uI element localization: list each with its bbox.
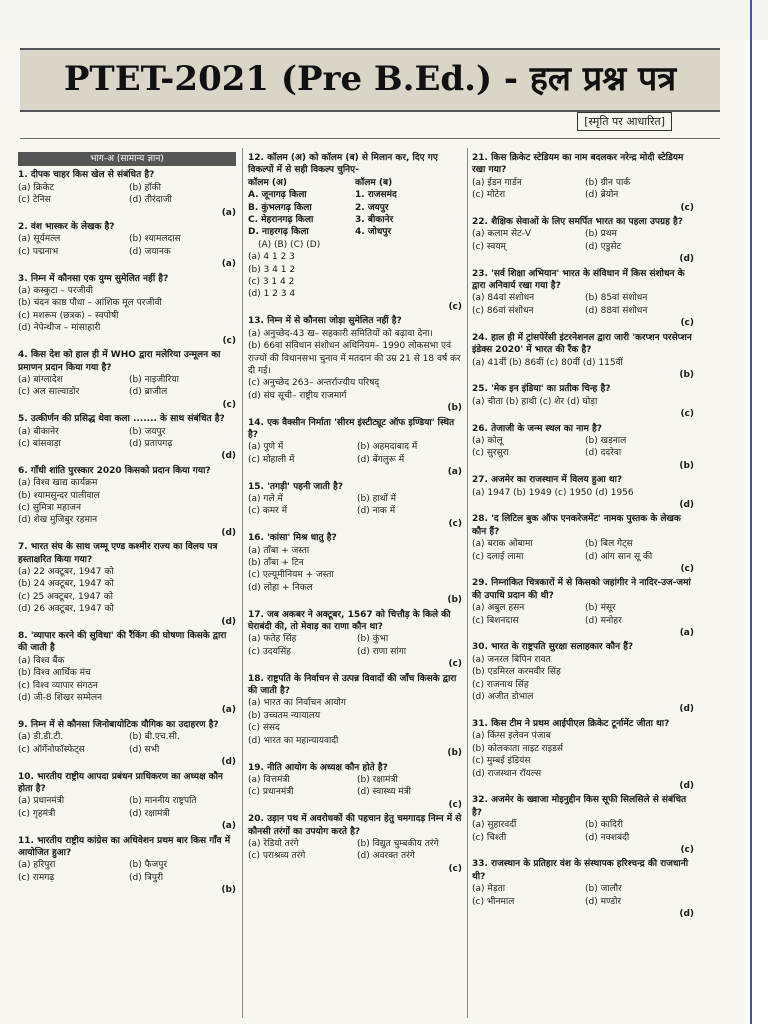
option: (c) 86वां संशोधन bbox=[472, 305, 534, 316]
question-text: 21. किस क्रिकेट स्टेडियम का नाम बदलकर नरेन्द्र मोदी स्टेडियम रखा गया? bbox=[472, 153, 684, 176]
answer: (a) bbox=[447, 467, 462, 478]
option: (a) 22 अक्टूबर, 1947 को bbox=[18, 567, 114, 577]
question-27 bbox=[472, 474, 694, 511]
option: (a) सुहारवर्दी bbox=[472, 820, 517, 831]
option: (d) नाक में bbox=[357, 506, 396, 517]
option: (b) श्यामलदास bbox=[129, 234, 181, 245]
option: (d) ब्राजील bbox=[129, 387, 168, 398]
option: (b) जालौर bbox=[585, 884, 622, 895]
question-text: 32. अजमेर के ख्वाजा मोइनुद्दीन किस सूफी सिलसिले से संबंधित है? bbox=[472, 795, 687, 818]
match-right: 3. बीकानेर bbox=[355, 215, 394, 226]
section-heading: भाग-अ (सामान्य ज्ञान) bbox=[18, 152, 236, 166]
question-6 bbox=[18, 465, 236, 539]
answer: (c) bbox=[680, 564, 694, 574]
option: (c) सुरसुरा bbox=[472, 448, 509, 459]
option: (c) भीनमाल bbox=[472, 896, 515, 907]
option: (c) उदयसिंह bbox=[248, 646, 291, 657]
answer: (c) bbox=[680, 409, 694, 420]
question-1 bbox=[18, 169, 236, 219]
column-3 bbox=[472, 152, 694, 922]
option: (d) प्रतापगढ़ bbox=[129, 438, 173, 449]
option: (a) 1947 (b) 1949 (c) 1950 (d) 1956 bbox=[472, 487, 634, 498]
option: (b) विद्युत चुम्बकीय तरंगे bbox=[357, 838, 439, 849]
answer: (d) bbox=[679, 908, 694, 919]
option: (b) हॉकी bbox=[129, 182, 161, 193]
answer: (c) bbox=[680, 844, 694, 855]
match-left: B. कुंभलगढ़ किला bbox=[248, 202, 312, 213]
answer: (b) bbox=[447, 748, 462, 759]
question-7 bbox=[18, 541, 236, 628]
option: (d) अवरक्त तरंगे bbox=[357, 851, 415, 862]
option: (c) विश्व व्यापार संगठन bbox=[18, 680, 98, 691]
question-text: 5. उत्कीर्णन की प्रसिद्ध थेवा कला ....... के साथ संबंधित है? bbox=[18, 414, 225, 425]
answer: (a) bbox=[679, 628, 694, 639]
option: (b) नाइजीरिया bbox=[129, 374, 179, 385]
answer: (a) bbox=[221, 821, 236, 832]
option: (a) भारत का निर्वाचन आयोग bbox=[248, 698, 346, 709]
answer: (c) bbox=[448, 799, 462, 810]
option: (c) अनुच्छेद 263– अन्तर्राज्यीय परिषद् bbox=[248, 378, 380, 389]
option: (b) फैजपुर bbox=[129, 860, 168, 871]
question-19 bbox=[248, 762, 462, 812]
option: (d) भारत का महान्यायवादी bbox=[248, 735, 339, 746]
option: (c) टेनिस bbox=[18, 195, 51, 206]
option: (b) माननीय राष्ट्रपति bbox=[129, 796, 197, 807]
answer: (a) bbox=[221, 259, 236, 270]
question-text: 2. वंश भास्कर के लेखक है? bbox=[18, 222, 115, 233]
match-right: 4. जोधपुर bbox=[355, 227, 392, 238]
option: (b) अहमदाबाद में bbox=[357, 442, 418, 453]
question-23 bbox=[472, 268, 694, 330]
option: (c) राजनाथ सिंह bbox=[472, 679, 529, 690]
answer: (c) bbox=[222, 335, 236, 346]
match-right: 2. जयपुर bbox=[355, 202, 389, 213]
option: (c) गृहमंत्री bbox=[18, 808, 56, 819]
question-text: 27. अजमेर का राजस्थान में विलय हुआ था? bbox=[472, 475, 623, 486]
column-divider bbox=[242, 148, 243, 1018]
answer: (b) bbox=[679, 460, 694, 471]
option: (a) 84वां संशोधन bbox=[472, 293, 535, 304]
option: (c) ऑर्गेनोफॉस्फेट्स bbox=[18, 744, 85, 755]
question-text: 31. किस टीम ने प्रथम आईपीएल क्रिकेट टूर्नामेंट जीता था? bbox=[472, 718, 670, 729]
question-30 bbox=[472, 641, 694, 715]
option: (c) संसद bbox=[248, 723, 280, 734]
question-text: 8. 'व्यापार करने की सुविधा' की रैंकिंग की घोषणा किसके द्वारा की जाती है bbox=[18, 631, 227, 654]
option: (d) आंग सान सू की bbox=[585, 551, 653, 562]
answer: (c) bbox=[448, 301, 462, 312]
right-border-line bbox=[750, 0, 752, 1024]
option: (b) विश्व आर्थिक मंच bbox=[18, 668, 91, 679]
column-b-heading: कॉलम (ब) bbox=[355, 177, 393, 188]
option: (c) मुम्बई इंडियंस bbox=[472, 756, 531, 767]
memory-based-note: [स्मृति पर आधारित] bbox=[577, 112, 672, 131]
option: (c) स्वयम् bbox=[472, 241, 506, 252]
option: (d) जयानक bbox=[129, 246, 171, 257]
option: (b) मंसूर bbox=[585, 603, 616, 614]
option: (d) लोहा + निकल bbox=[248, 582, 313, 593]
question-text: 7. भारत संघ के साथ जम्मू एण्ड कश्मीर राज्य का विलय पत्र हस्ताक्षरित किया गया? bbox=[18, 542, 218, 565]
answer: (b) bbox=[447, 403, 462, 414]
option: (a) बीकानेर bbox=[18, 426, 59, 437]
option: (c) बांसवाड़ा bbox=[18, 438, 61, 449]
option: (c) मशरूम (छत्रक) – स्वपोषी bbox=[18, 310, 119, 321]
option: (d) संघ सूची– राष्ट्रीय राजमार्ग bbox=[248, 390, 347, 401]
question-13 bbox=[248, 315, 462, 414]
option: (c) बिशनदास bbox=[472, 615, 519, 626]
option: (c) प्रधानमंत्री bbox=[248, 787, 294, 798]
option: (d) राणा सांगा bbox=[357, 646, 407, 657]
option: (a) गले में bbox=[248, 493, 283, 504]
title-banner bbox=[20, 48, 720, 112]
question-text: 14. एक वैक्सीन निर्माता 'सीरम इंस्टीट्यूट ऑफ इण्डिया' स्थित है? bbox=[248, 417, 455, 440]
question-text: 28. 'द लिटिल बुक ऑफ एनकरेजमेंट' नामक पुस्तक के लेखक कौन हैं? bbox=[472, 514, 681, 537]
option: (c) मोहाली में bbox=[248, 454, 295, 465]
answer: (d) bbox=[679, 499, 694, 510]
option: (d) शेख मुजिबुर रहमान bbox=[18, 515, 98, 526]
option: (b) कोलकाता नाइट राइडर्स bbox=[472, 743, 563, 754]
option: (d) बेंगलुरू में bbox=[357, 454, 405, 465]
column-a-heading: कॉलम (अ) bbox=[248, 177, 287, 188]
question-text: 24. हाल ही में ट्रांसपेरेंसी इंटरनेशनल द्वारा जारी 'करप्शन परसेप्शन इंडेक्स 2020' में भारत की रैंक है? bbox=[472, 332, 692, 356]
question-text: 12. कॉलम (अ) को कॉलम (ब) से मिलान कर, दिए गए विकल्पों में से सही विकल्प चुनिए- bbox=[248, 153, 438, 176]
match-left: C. मेहरानगढ़ किला bbox=[248, 215, 314, 226]
option: (d) त्रिपुरी bbox=[129, 872, 164, 883]
question-9 bbox=[18, 719, 236, 769]
option: (c) रामगढ़ bbox=[18, 872, 55, 883]
question-14 bbox=[248, 417, 462, 479]
header-divider bbox=[20, 138, 720, 139]
option: (a) कस्कुटा – परजीवी bbox=[18, 286, 93, 297]
option: (c) एल्यूमीनियम + जस्ता bbox=[248, 570, 334, 581]
answer: (c) bbox=[448, 659, 462, 670]
option: (b) बी.एच.सी. bbox=[129, 732, 180, 743]
answer: (d) bbox=[221, 757, 236, 768]
question-text: 13. निम्न में से कौनसा जोड़ा सुमेलित नहीं है? bbox=[248, 316, 402, 327]
question-8 bbox=[18, 630, 236, 717]
option: (c) 25 अक्टूबर, 1947 को bbox=[18, 591, 114, 602]
option: (a) 4 1 2 3 bbox=[248, 252, 295, 263]
match-right: 1. राजसमंद bbox=[355, 190, 397, 201]
answer: (c) bbox=[680, 318, 694, 329]
option: (a) किंग्स इलेवन पंजाब bbox=[472, 731, 551, 742]
question-15 bbox=[248, 481, 462, 531]
option: (b) जयपुर bbox=[129, 426, 166, 437]
answer: (d) bbox=[679, 780, 694, 791]
answer: (d) bbox=[221, 616, 236, 627]
option: (d) तीरंदाजी bbox=[129, 195, 172, 206]
option: (d) एडुसेट bbox=[585, 241, 622, 252]
question-text: 26. तेजाजी के जन्म स्थल का नाम है? bbox=[472, 423, 602, 434]
option: (a) ईडन गार्डन bbox=[472, 177, 522, 188]
option: (b) श्यामसुन्दर पालीवाल bbox=[18, 490, 100, 501]
answer: (c) bbox=[222, 399, 236, 410]
question-32 bbox=[472, 794, 694, 856]
question-text: 22. शैक्षिक सेवाओं के लिए समर्पित भारत का पहला उपग्रह है? bbox=[472, 217, 684, 228]
option: (a) फतेह सिंह bbox=[248, 634, 297, 645]
match-table bbox=[248, 177, 462, 239]
option: (b) ताँबा + टिन bbox=[248, 558, 304, 568]
question-17 bbox=[248, 609, 462, 671]
question-29 bbox=[472, 577, 694, 639]
question-text: 4. किस देश को हाल ही में WHO द्वारा मलेरिया उन्मूलन का प्रमाणन प्रदान किया गया है? bbox=[18, 350, 221, 373]
answer: (a) bbox=[221, 705, 236, 716]
question-text: 15. 'तगड़ी' पहनी जाती है? bbox=[248, 481, 344, 492]
question-text: 17. जब अकबर ने अक्टूबर, 1567 को चित्तौड़ के किले की घेराबंदी की, तो मेवाड़ का राणा कौन था? bbox=[248, 609, 451, 633]
question-4 bbox=[18, 349, 236, 411]
option: (d) सभी bbox=[129, 744, 160, 755]
question-28 bbox=[472, 513, 694, 575]
option: (c) सुमित्रा महाजन bbox=[18, 502, 81, 513]
question-16 bbox=[248, 532, 462, 606]
question-text: 3. निम्न में कौनसा एक युग्म सुमेलित नहीं है? bbox=[18, 273, 169, 284]
question-text: 11. भारतीय राष्ट्रीय कांग्रेस का अधिवेशन प्रथम बार किस गाँव में आयोजित हुआ? bbox=[18, 835, 231, 858]
option: (a) कलाम सेट-V bbox=[472, 229, 532, 240]
option: (a) हरिपुरा bbox=[18, 860, 56, 871]
column-1 bbox=[18, 152, 236, 899]
answer: (d) bbox=[679, 254, 694, 265]
option: (d) 26 अक्टूबर, 1947 को bbox=[18, 604, 114, 615]
answer: (b) bbox=[447, 595, 462, 606]
question-text: 10. भारतीय राष्ट्रीय आपदा प्रबंधन प्राधिकरण का अध्यक्ष कौन होता है? bbox=[18, 771, 223, 794]
option: (b) ग्रीन पार्क bbox=[585, 177, 631, 188]
question-25 bbox=[472, 383, 694, 420]
option: (d) रक्षामंत्री bbox=[129, 808, 170, 819]
question-text: 23. 'सर्व शिक्षा अभियान' भारत के संविधान में किस संशोधन के द्वारा अनिवार्य रखा गया है? bbox=[472, 268, 685, 292]
option: (b) 24 अक्टूबर, 1947 को bbox=[18, 579, 114, 590]
question-12 bbox=[248, 152, 462, 313]
option: (c) पद्मनाभ bbox=[18, 246, 59, 257]
option: (b) खड़नाल bbox=[585, 435, 627, 446]
answer: (b) bbox=[221, 885, 236, 896]
question-text: 1. दीपक चाहर किस खेल से संबंधित है? bbox=[18, 170, 155, 181]
answer: (d) bbox=[679, 704, 694, 715]
option: (a) मेड़ता bbox=[472, 884, 506, 895]
option: (a) डी.डी.टी. bbox=[18, 732, 64, 743]
option: (c) अल साल्वाडोर bbox=[18, 387, 80, 398]
option: (b) हाथों में bbox=[357, 493, 397, 504]
option: (a) 41वीं (b) 86वीं (c) 80वीं (d) 115वीं bbox=[472, 357, 623, 368]
option: (a) पुणे में bbox=[248, 442, 284, 453]
option: (d) 1 2 3 4 bbox=[248, 289, 296, 300]
question-5 bbox=[18, 413, 236, 463]
question-20 bbox=[248, 813, 462, 875]
option: (a) रेडियो तरंगे bbox=[248, 838, 299, 849]
option: (c) 3 1 4 2 bbox=[248, 277, 295, 288]
question-text: 9. निम्न में से कौनसा जिनोबायोटिक यौगिक का उदाहरण है? bbox=[18, 719, 219, 730]
question-3 bbox=[18, 273, 236, 347]
answer: (d) bbox=[221, 451, 236, 462]
option: (d) नेपेन्थीज – मांसाहारी bbox=[18, 323, 101, 334]
option: (b) कादिरी bbox=[585, 820, 623, 831]
option: (c) पराश्रव्य तरंगे bbox=[248, 851, 306, 862]
match-options-heading: (A) (B) (C) (D) bbox=[258, 239, 321, 250]
scanned-page bbox=[0, 40, 746, 1024]
option: (b) 85वां संशोधन bbox=[585, 293, 648, 304]
option: (b) कुंभा bbox=[357, 634, 389, 645]
column-2 bbox=[248, 152, 462, 877]
column-divider bbox=[467, 148, 468, 1018]
option: (d) स्वास्थ्य मंत्री bbox=[357, 787, 411, 798]
question-2 bbox=[18, 221, 236, 271]
option: (b) उच्चतम न्यायालय bbox=[248, 710, 321, 721]
question-text: 19. नीति आयोग के अध्यक्ष कौन होते है? bbox=[248, 762, 388, 773]
answer: (c) bbox=[448, 518, 462, 529]
option: (d) राजस्थान रॉयल्स bbox=[472, 768, 542, 779]
answer: (b) bbox=[679, 369, 694, 380]
question-24 bbox=[472, 332, 694, 382]
option: (a) क्रिकेट bbox=[18, 182, 55, 193]
question-18 bbox=[248, 673, 462, 760]
option: (a) बांग्लादेश bbox=[18, 374, 63, 385]
question-26 bbox=[472, 423, 694, 473]
answer: (c) bbox=[448, 863, 462, 874]
option: (d) मनोहर bbox=[585, 615, 622, 626]
option: (a) सूर्यमल्ल bbox=[18, 234, 61, 245]
question-33 bbox=[472, 858, 694, 920]
option: (a) चीता (b) हाथी (c) शेर (d) घोड़ा bbox=[472, 396, 598, 407]
question-21 bbox=[472, 152, 694, 214]
option: (c) मोटेरा bbox=[472, 190, 506, 201]
question-22 bbox=[472, 216, 694, 266]
option: (b) रक्षामंत्री bbox=[357, 774, 398, 785]
option: (a) कोलू bbox=[472, 435, 503, 446]
top-band bbox=[0, 0, 768, 40]
option: (a) विश्व बैंक bbox=[18, 655, 65, 666]
option: (a) वित्तमंत्री bbox=[248, 774, 290, 785]
question-text: 25. 'मेक इन इंडिया' का प्रतीक चिन्ह है? bbox=[472, 384, 611, 395]
question-31 bbox=[472, 718, 694, 792]
question-text: 29. निम्नांकित चित्रकारों में से किसको जहांगीर ने नादिर-उज-जमां की उपाधि प्रदान की थी? bbox=[472, 578, 691, 601]
option: (d) अजीत डोभाल bbox=[472, 692, 534, 703]
question-text: 30. भारत के राष्ट्रपति सुरक्षा सलाहकार कौन हैं? bbox=[472, 642, 634, 653]
question-text: 33. राजस्थान के प्रतिहार वंश के संस्थापक हरिश्चन्द्र की राजधानी थी? bbox=[472, 859, 689, 882]
option: (b) प्रथम bbox=[585, 229, 617, 240]
answer: (a) bbox=[221, 207, 236, 218]
question-10 bbox=[18, 771, 236, 833]
option: (d) 88वां संशोधन bbox=[585, 305, 648, 316]
option: (d) ददरेवा bbox=[585, 448, 622, 459]
option: (a) ताँबा + जस्ता bbox=[248, 545, 310, 556]
page-title: PTET-2021 (Pre B.Ed.) - हल प्रश्न पत्र bbox=[63, 59, 677, 99]
option: (c) दलाई लामा bbox=[472, 551, 524, 562]
question-text: 6. गाँधी शांति पुरस्कार 2020 किसको प्रदान किया गया? bbox=[18, 465, 211, 476]
option: (d) ब्रेयोन bbox=[585, 190, 619, 201]
answer: (c) bbox=[680, 202, 694, 213]
option: (c) कमर में bbox=[248, 506, 288, 517]
option: (a) जनरल बिपिन रावत bbox=[472, 654, 551, 665]
option: (b) चंदन काष्ठ पौधा – आंशिक मूल परजीवी bbox=[18, 298, 162, 309]
option: (a) अबुल हसन bbox=[472, 603, 525, 614]
option: (b) एडमिरल करमवीर सिंह bbox=[472, 667, 561, 678]
answer: (d) bbox=[221, 527, 236, 538]
option: (d) जी-8 शिखर सम्मेलन bbox=[18, 693, 103, 704]
option: (c) चिश्ती bbox=[472, 832, 507, 843]
option: (b) 66वां संविधान संशोधन अधिनियम– 1990 लोकसभा एवं राज्यों की विधानसभा चुनाव में मतदान की उम्र 21 से 18 वर्ष कर दी गई। bbox=[248, 341, 461, 376]
option: (b) बिल गेट्स bbox=[585, 539, 633, 550]
option: (a) बराक ओबामा bbox=[472, 539, 533, 550]
match-left: D. नाहरगढ़ किला bbox=[248, 227, 309, 238]
question-text: 20. उड़ान पथ में अवरोधकों की पहचान हेतु चमगादड़ निम्न में से कौनसी तरंगों का उपयोग करते है? bbox=[248, 814, 462, 837]
option: (b) 3 4 1 2 bbox=[248, 264, 296, 275]
option: (a) प्रधानमंत्री bbox=[18, 796, 65, 807]
question-text: 16. 'कांसा' मिश्र धातु है? bbox=[248, 533, 337, 544]
option: (a) विश्व खाद्य कार्यक्रम bbox=[18, 478, 98, 489]
option: (a) अनुच्छेद-43 ख– सहकारी समितियों को बढ़ावा देना। bbox=[248, 328, 433, 339]
option: (d) नक्शबंदी bbox=[585, 832, 630, 843]
option: (d) मण्डोर bbox=[585, 896, 622, 907]
question-text: 18. राष्ट्रपति के निर्वाचन से उत्पन्न विवादों की जाँच किसके द्वारा की जाती है? bbox=[248, 673, 457, 697]
question-11 bbox=[18, 835, 236, 897]
match-left: A. जूनागढ़ किला bbox=[248, 190, 307, 201]
